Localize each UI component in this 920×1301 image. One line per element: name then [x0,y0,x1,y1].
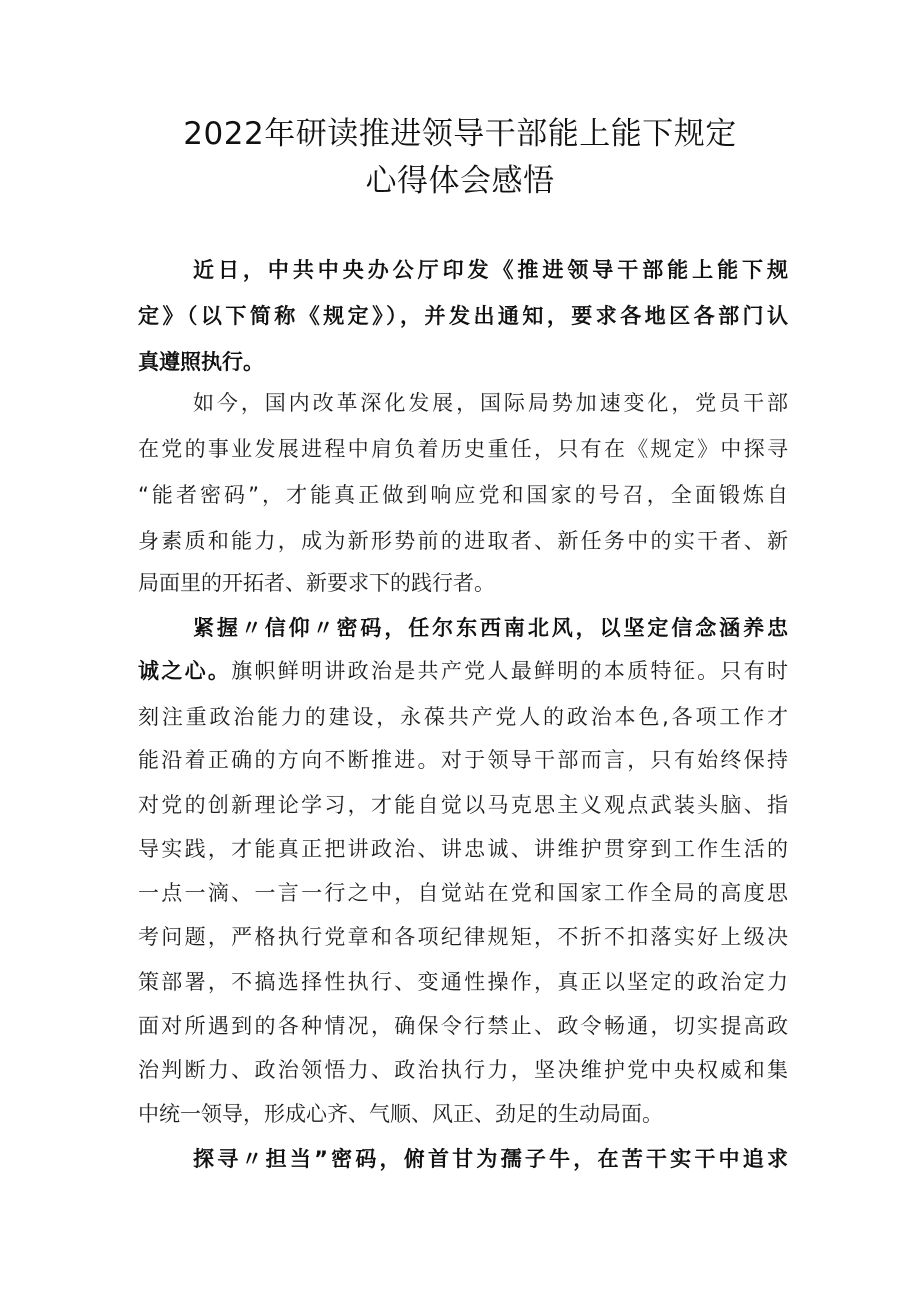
paragraph-3-line-2-text: 旗帜鲜明讲政治是共产党人最鲜明的本质特征。只有时 [231,659,789,683]
document-title-line-2: 心得体会感悟 [365,163,555,199]
paragraph-3-line-9: 策部署，不搞选择性执行、变通性操作，真正以坚定的政治定力 [138,970,788,994]
paragraph-2-line-3: “能者密码”，才能真正做到响应党和国家的号召，全面锻炼自 [138,483,788,507]
paragraph-3-line-7: 一点一滴、一言一行之中，自觉站在党和国家工作全局的高度思 [138,881,788,905]
paragraph-3-line-6: 导实践，才能真正把讲政治、讲忠诚、讲维护贯穿到工作生活的 [138,837,788,861]
document-title-line-1: 2022年研读推进领导干部能上能下规定 [183,116,737,152]
paragraph-3-line-5: 对党的创新理论学习，才能自觉以马克思主义观点武装头脑、指 [138,793,788,817]
paragraph-1-line-1: 近日，中共中央办公厅印发《推进领导干部能上能下规 [193,258,788,282]
paragraph-3-line-8: 考问题，严格执行党章和各项纪律规矩，不折不扣落实好上级决 [138,925,788,949]
paragraph-2-line-1: 如今，国内改革深化发展，国际局势加速变化，党员干部 [193,391,788,415]
paragraph-3-line-3: 刻注重政治能力的建设，永葆共产党人的政治本色,各项工作才 [138,705,788,729]
paragraph-3-line-2 [138,654,788,688]
paragraph-3-line-11: 治判断力、政治领悟力、政治执行力，坚决维护党中央权威和集 [138,1058,788,1082]
paragraph-1-line-2: 定》（以下简称《规定》），并发出通知，要求各地区各部门认 [138,304,788,328]
paragraph-3-heading-end: 诚之心。 [138,659,232,683]
paragraph-4-line-1: 探寻〃担当”密码，俯首甘为孺子牛，在苦干实干中追求 [193,1147,788,1171]
paragraph-2-line-5: 局面里的开拓者、新要求下的践行者。 [138,571,495,595]
paragraph-3-line-12: 中统一领导，形成心齐、气顺、风正、劲足的生动局面。 [138,1102,663,1126]
paragraph-3-line-4: 能沿着正确的方向不断推进。对于领导干部而言，只有始终保持 [138,748,788,772]
paragraph-3-line-1: 紧握〃信仰〃密码，任尔东西南北风，以坚定信念涵养忠 [193,616,788,640]
paragraph-1-line-3: 真遵照执行。 [138,350,264,374]
paragraph-2-line-4: 身素质和能力，成为新形势前的进取者、新任务中的实干者、新 [138,529,788,553]
paragraph-3-line-10: 面对所遇到的各种情况，确保令行禁止、政令畅通，切实提高政 [138,1014,788,1038]
paragraph-2-line-2: 在党的事业发展进程中肩负着历史重任，只有在《规定》中探寻 [138,437,788,461]
